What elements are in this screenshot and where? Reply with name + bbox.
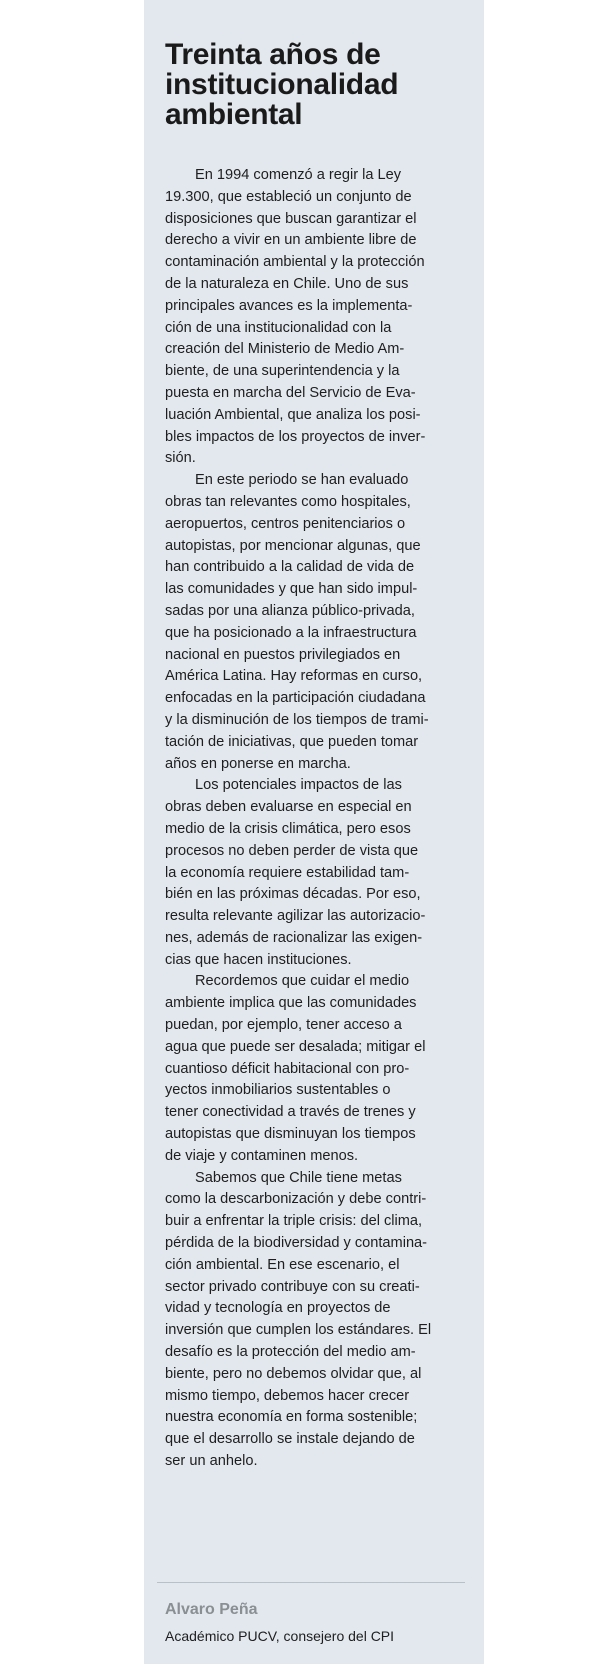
body-line: obras tan relevantes como hospitales, bbox=[165, 493, 411, 510]
body-line: luación Ambiental, que analiza los posi- bbox=[165, 406, 421, 423]
body-line: bién en las próximas décadas. Por eso, bbox=[165, 886, 421, 903]
body-line: enfocadas en la participación ciudadana bbox=[165, 690, 426, 707]
body-line: biente, de una superintendencia y la bbox=[165, 363, 400, 380]
body-line: bles impactos de los proyectos de inver- bbox=[165, 428, 426, 445]
body-line: agua que puede ser desalada; mitigar el bbox=[165, 1038, 426, 1055]
body-line: vidad y tecnología en proyectos de bbox=[165, 1300, 391, 1317]
body-line: desafío es la protección del medio am- bbox=[165, 1344, 416, 1361]
body-line: ser un anhelo. bbox=[165, 1453, 258, 1470]
body-line: medio de la crisis climática, pero esos bbox=[165, 820, 411, 837]
article-title-line: ambiental bbox=[165, 98, 303, 131]
body-line: cias que hacen instituciones. bbox=[165, 951, 352, 968]
body-line: Recordemos que cuidar el medio bbox=[195, 973, 410, 990]
body-line: Sabemos que Chile tiene metas bbox=[195, 1169, 402, 1186]
body-line: En este periodo se han evaluado bbox=[195, 472, 409, 489]
author-divider bbox=[157, 1582, 465, 1583]
body-line: mismo tiempo, debemos hacer crecer bbox=[165, 1387, 410, 1404]
body-line: sector privado contribuye con su creati- bbox=[165, 1278, 420, 1295]
body-line: ción ambiental. En ese escenario, el bbox=[165, 1256, 400, 1273]
article-title-line: Treinta años de bbox=[165, 38, 381, 71]
body-line: sión. bbox=[165, 450, 196, 467]
body-line: que ha posicionado a la infraestructura bbox=[165, 624, 417, 641]
body-line: creación del Ministerio de Medio Am- bbox=[165, 341, 405, 358]
author-name: Alvaro Peña bbox=[165, 1601, 258, 1618]
body-line: disposiciones que buscan garantizar el bbox=[165, 210, 417, 227]
body-line: aeropuertos, centros penitenciarios o bbox=[165, 515, 406, 532]
body-line: la economía requiere estabilidad tam- bbox=[165, 864, 410, 881]
body-line: inversión que cumplen los estándares. El bbox=[165, 1322, 432, 1339]
body-line: contaminación ambiental y la protección bbox=[165, 254, 425, 271]
body-line: autopistas, por mencionar algunas, que bbox=[165, 537, 421, 554]
article-body bbox=[165, 165, 465, 1473]
body-line: Los potenciales impactos de las bbox=[195, 777, 402, 794]
body-line: resulta relevante agilizar las autorizacio- bbox=[165, 908, 426, 925]
body-line: de la naturaleza en Chile. Uno de sus bbox=[165, 275, 409, 292]
body-line: que el desarrollo se instale dejando de bbox=[165, 1431, 415, 1448]
body-line: América Latina. Hay reformas en curso, bbox=[165, 668, 423, 685]
body-line: y la disminución de los tiempos de trami- bbox=[165, 711, 429, 728]
body-line: tener conectividad a través de trenes y bbox=[165, 1104, 416, 1121]
article-title-line: institucionalidad bbox=[165, 68, 399, 101]
body-line: derecho a vivir en un ambiente libre de bbox=[165, 232, 417, 249]
body-line: tación de iniciativas, que pueden tomar bbox=[165, 733, 419, 750]
body-line: ambiente implica que las comunidades bbox=[165, 995, 417, 1012]
body-line: procesos no deben perder de vista que bbox=[165, 842, 419, 859]
body-line: años en ponerse en marcha. bbox=[165, 755, 351, 772]
body-line: ción de una institucionalidad con la bbox=[165, 319, 392, 336]
body-line: cuantioso déficit habitacional con pro- bbox=[165, 1060, 410, 1077]
body-line: como la descarbonización y debe contri- bbox=[165, 1191, 427, 1208]
body-line: principales avances es la implementa- bbox=[165, 297, 413, 314]
body-line: de viaje y contaminen menos. bbox=[165, 1147, 359, 1164]
article-title bbox=[165, 40, 465, 130]
body-line: 19.300, que estableció un conjunto de bbox=[165, 188, 412, 205]
body-line: obras deben evaluarse en especial en bbox=[165, 799, 412, 816]
body-line: puedan, por ejemplo, tener acceso a bbox=[165, 1017, 402, 1034]
body-line: yectos inmobiliarios sustentables o bbox=[165, 1082, 391, 1099]
body-line: han contribuido a la calidad de vida de bbox=[165, 559, 415, 576]
body-line: nacional en puestos privilegiados en bbox=[165, 646, 401, 663]
body-line: nes, además de racionalizar las exigen- bbox=[165, 929, 423, 946]
body-line: autopistas que disminuyan los tiempos bbox=[165, 1126, 416, 1143]
body-line: biente, pero no debemos olvidar que, al bbox=[165, 1365, 422, 1382]
body-line: sadas por una alianza público-privada, bbox=[165, 602, 415, 619]
body-line: En 1994 comenzó a regir la Ley bbox=[195, 167, 402, 183]
author-role: Académico PUCV, consejero del CPI bbox=[165, 1628, 395, 1644]
body-line: pérdida de la biodiversidad y contamina- bbox=[165, 1235, 428, 1252]
body-line: puesta en marcha del Servicio de Eva- bbox=[165, 384, 416, 401]
body-line: nuestra economía en forma sostenible; bbox=[165, 1409, 418, 1426]
body-line: buir a enfrentar la triple crisis: del clima, bbox=[165, 1213, 423, 1230]
body-line: las comunidades y que han sido impul- bbox=[165, 581, 418, 598]
